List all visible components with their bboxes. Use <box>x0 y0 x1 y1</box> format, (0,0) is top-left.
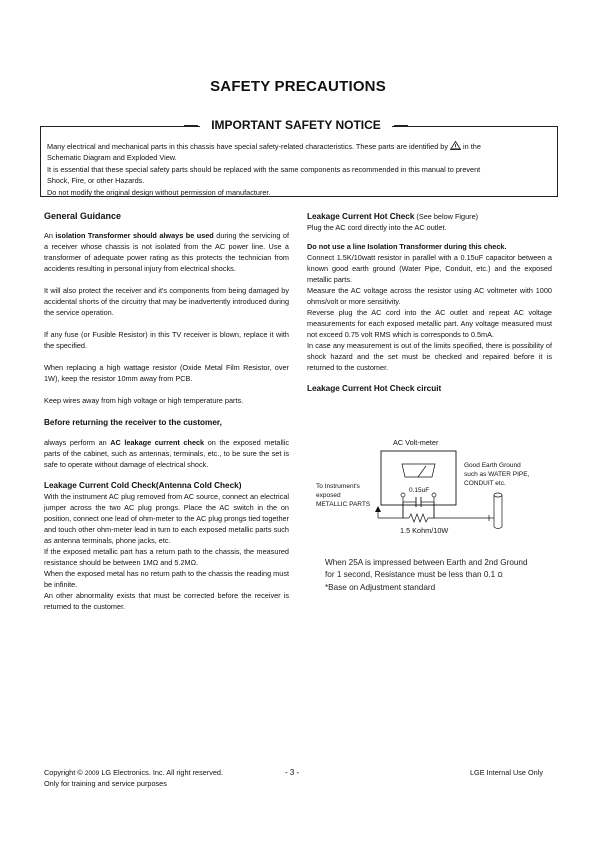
right-label-line-3: CONDUIT etc. <box>464 480 506 487</box>
hot-check-circuit-diagram <box>300 436 560 548</box>
probe-tip <box>375 506 381 512</box>
hot-check-heading: Leakage Current Hot Check <box>307 212 415 221</box>
footer-internal-use: LGE Internal Use Only <box>470 768 544 777</box>
p1-bold: isolation Transformer should always be used <box>55 231 214 240</box>
voltmeter-dial <box>402 464 435 477</box>
meter-label: AC Volt-meter <box>393 438 439 447</box>
copyright-label: Copyright <box>44 768 76 777</box>
p6-pre: always perform an <box>44 438 111 447</box>
hot-check-paragraph-4: Measure the AC voltage across the resistor using AC voltmeter with 1000 ohms/volt or more sensitivity. <box>307 286 552 306</box>
general-guidance-heading: General Guidance <box>44 211 122 221</box>
general-paragraph-3: If any fuse (or Fusible Resistor) in this TV receiver is blown, replace it with the specified. <box>44 330 289 350</box>
general-paragraph-2: It will also protect the receiver and it's components from being damaged by accidental shorts of the circuitry that may be inadvertently introduced during the service operation. <box>44 286 289 317</box>
left-column <box>44 211 289 612</box>
p1-pre: An <box>44 231 56 240</box>
left-label-line-3: METALLIC PARTS <box>316 501 371 508</box>
notice-line-3: It is essential that these special safety parts should be replaced with the same components as recommended in this manual to prevent <box>47 164 481 174</box>
hot-check-paragraph-1: Plug the AC cord directly into the AC outlet. <box>307 223 447 232</box>
right-label-line-2: such as WATER PIPE, <box>464 471 530 478</box>
notice-line-1b: in the <box>463 142 481 151</box>
notice-heading: IMPORTANT SAFETY NOTICE <box>200 118 392 132</box>
footer-left <box>44 768 223 789</box>
pipe-bottom <box>494 527 502 529</box>
notice-line-4: Shock, Fire, or other Hazards. <box>47 176 145 186</box>
pipe-top <box>494 493 502 497</box>
footer-training-note: Only for training and service purposes <box>44 779 167 788</box>
copyright-symbol-icon: © <box>77 768 83 777</box>
hot-check-heading-note: (See below Figure) <box>414 212 479 221</box>
left-label-line-1: To Instrument's <box>316 483 360 490</box>
resistor-label: 1.5 Kohm/10W <box>400 526 449 535</box>
hot-check-paragraph-6: In case any measurement is out of the limits specified, there is possibility of shock hazard and the set must be checked and repaired before it is returned to the customer. <box>307 341 552 372</box>
left-label <box>316 483 371 508</box>
right-label-line-1: Good Earth Ground <box>464 462 521 469</box>
notice-line-2: Schematic Diagram and Exploded View. <box>47 153 177 163</box>
hot-check-warning: Do not use a line Isolation Transformer during this check. <box>307 242 507 251</box>
before-returning-paragraph <box>44 437 289 470</box>
cold-check-paragraph-1: With the instrument AC plug removed from AC source, connect an electrical jumper across the two AC plug prongs. Place the AC switch in the on position, connect one lead of ohm-meter to the AC plug prongs tied together and touch other ohm-meter lead in turn to each exposed metallic parts such as antenna terminals, phone jacks, etc. <box>44 492 290 545</box>
ohm-symbol-icon: Ω <box>497 572 503 579</box>
circuit-note-2-line <box>325 569 565 582</box>
p6-post: on the exposed metallic parts of the cabinet, such as antennas, terminals, etc., to be sure the set is safe to operate without damage of electrical shock. <box>44 438 289 469</box>
notice-rule-right <box>394 125 408 126</box>
cold-check-heading: Leakage Current Cold Check(Antenna Cold Check) <box>44 481 242 490</box>
circuit-note-3: *Base on Adjustment standard <box>325 583 436 592</box>
cold-check-paragraph-2: If the exposed metallic part has a return path to the chassis, the measured resistance should be between 1MΩ and 5.2MΩ. <box>44 547 289 567</box>
p1-post: during the servicing of a receiver whose chassis is not isolated from the AC power line. Use a transformer of adequate power rating as this protects the technician from accidents resulting in personal injury from electrical shocks. <box>44 231 289 273</box>
notice-rule-left <box>184 125 198 126</box>
circuit-note-1: When 25A is impressed between Earth and 2nd Ground <box>325 558 528 567</box>
circuit-notes <box>325 557 565 594</box>
circuit-note-2: for 1 second, Resistance must be less than 0.1 <box>325 570 496 579</box>
before-returning-heading: Before returning the receiver to the customer, <box>44 418 222 427</box>
general-paragraph-1 <box>44 230 289 274</box>
voltmeter-needle <box>418 466 426 477</box>
notice-line-1a: Many electrical and mechanical parts in this chassis have special safety-related characteristics. These parts are identified by <box>47 142 448 151</box>
page-number: - 3 - <box>285 768 300 777</box>
meter-terminal-left <box>401 493 405 497</box>
general-paragraph-5: Keep wires away from high voltage or high temperature parts. <box>44 396 244 405</box>
p6-bold: AC leakage current check <box>110 438 205 447</box>
left-label-line-2: exposed <box>316 492 341 499</box>
footer-copyright <box>44 768 223 779</box>
cold-check-paragraph-4: An other abnormality exists that must be corrected before the receiver is returned to the customer. <box>44 591 289 611</box>
copyright-year: 2009 <box>84 770 100 777</box>
hot-check-paragraph-5: Reverse plug the AC cord into the AC outlet and repeat AC voltage measurements for each exposed metallic part. Any voltage measured must not exceed 0.75 volt RMS which is corresponds to 0.5mA. <box>307 308 552 339</box>
copyright-text: LG Electronics. Inc. All right reserved. <box>101 768 223 777</box>
hot-check-heading-line <box>307 211 552 222</box>
notice-line-5: Do not modify the original design without permission of manufacturer. <box>47 187 271 197</box>
right-column <box>307 211 552 394</box>
circuit-heading: Leakage Current Hot Check circuit <box>307 384 442 393</box>
warning-triangle-icon <box>450 141 461 150</box>
meter-terminal-right <box>432 493 436 497</box>
cold-check-paragraph-3: When the exposed metal has no return path to the chassis the reading must be infinite. <box>44 569 289 589</box>
voltmeter-box <box>381 451 456 505</box>
page-title: SAFETY PRECAUTIONS <box>210 78 386 95</box>
general-paragraph-4: When replacing a high wattage resistor (Oxide Metal Film Resistor, over 1W), keep the resistor 10mm away from PCB. <box>44 363 289 383</box>
right-label <box>464 462 531 487</box>
capacitor-label: 0.15uF <box>409 487 430 494</box>
notice-text <box>47 141 553 198</box>
hot-check-paragraph-3: Connect 1.5K/10watt resistor in parallel with a 0.15uF capacitor between a known good earth ground (Water Pipe, Conduit, etc.) and the exposed metallic parts. <box>307 253 552 284</box>
